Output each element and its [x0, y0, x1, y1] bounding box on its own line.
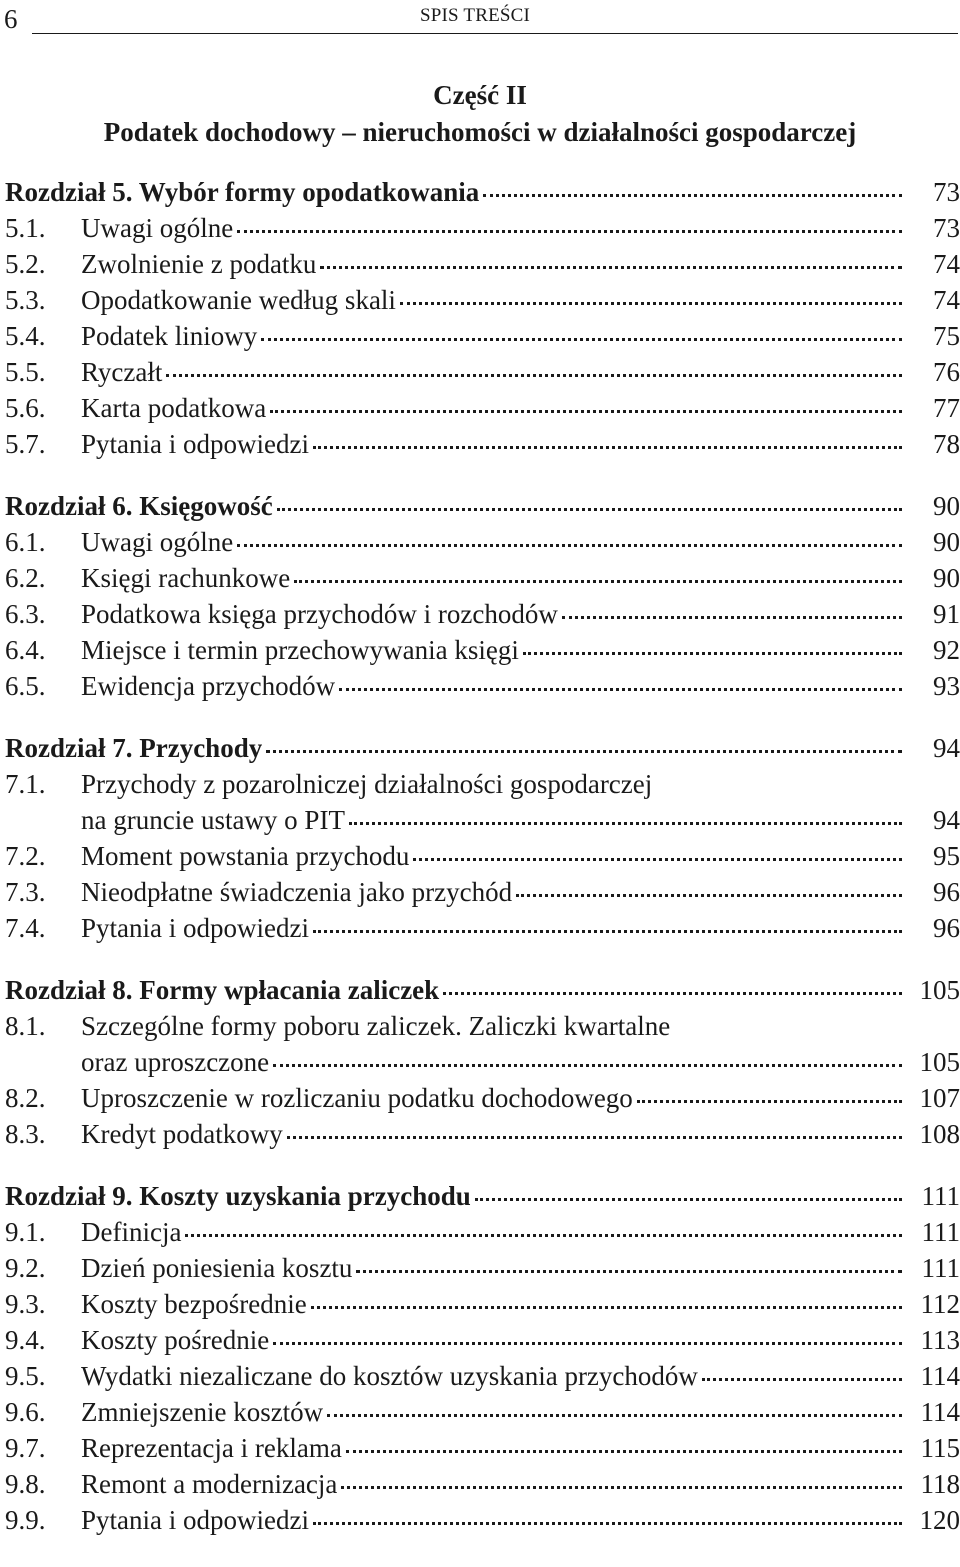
dot-leader [516, 894, 902, 897]
toc-entry[interactable] [5, 1011, 960, 1047]
dot-leader [346, 1450, 902, 1453]
section-number: 5.3. [5, 285, 46, 315]
dot-leader [356, 1270, 902, 1273]
page-ref: 94 [933, 733, 960, 763]
dot-leader [185, 1234, 902, 1237]
section-title: Zmniejszenie kosztów [81, 1397, 324, 1427]
section-number: 9.4. [5, 1325, 46, 1355]
dot-leader [273, 1064, 902, 1067]
section-title: Remont a modernizacja [81, 1469, 338, 1499]
page-number: 6 [4, 4, 18, 34]
section-number: 9.5. [5, 1361, 46, 1391]
toc-chapter-heading[interactable] [5, 491, 960, 527]
section-title: Dzień poniesienia kosztu [81, 1253, 353, 1283]
toc-entry[interactable] [5, 1253, 960, 1289]
page-ref: 96 [933, 877, 960, 907]
toc-entry[interactable] [5, 249, 960, 285]
toc-chapter-heading[interactable] [5, 975, 960, 1011]
page-ref: 76 [933, 357, 960, 387]
section-title: Księgi rachunkowe [81, 563, 291, 593]
section-number: 6.4. [5, 635, 46, 665]
section-title: Zwolnienie z podatku [81, 249, 317, 279]
chapter-title: Rozdział 6. Księgowość [5, 491, 273, 521]
section-number: 5.5. [5, 357, 46, 387]
section-number: 6.1. [5, 527, 46, 557]
page-ref: 94 [933, 805, 960, 835]
toc-entry[interactable] [5, 671, 960, 707]
dot-leader [294, 580, 902, 583]
toc-entry[interactable] [5, 393, 960, 429]
section-number: 9.2. [5, 1253, 46, 1283]
section-title: Podatek liniowy [81, 321, 258, 351]
toc-entry[interactable] [5, 527, 960, 563]
toc-entry[interactable] [5, 1083, 960, 1119]
section-number: 5.1. [5, 213, 46, 243]
section-title: Pytania i odpowiedzi [81, 1505, 309, 1535]
section-title: Wydatki niezaliczane do kosztów uzyskania przychodów [81, 1361, 698, 1391]
dot-leader [443, 992, 902, 995]
dot-leader [261, 338, 902, 341]
page-ref: 78 [933, 429, 960, 459]
dot-leader [237, 544, 902, 547]
part-label: Część II [433, 80, 527, 110]
section-number: 5.2. [5, 249, 46, 279]
dot-leader [475, 1198, 902, 1201]
toc-entry[interactable] [5, 1047, 960, 1083]
section-title: oraz uproszczone [81, 1047, 270, 1077]
section-number: 9.6. [5, 1397, 46, 1427]
toc-entry[interactable] [5, 1325, 960, 1361]
page-ref: 120 [919, 1505, 960, 1535]
toc-entry[interactable] [5, 769, 960, 805]
page-ref: 73 [933, 177, 960, 207]
page-ref: 90 [933, 527, 960, 557]
toc-entry[interactable] [5, 1119, 960, 1155]
dot-leader [311, 1306, 902, 1309]
page-ref: 95 [933, 841, 960, 871]
dot-leader [637, 1100, 902, 1103]
section-title: Przychody z pozarolniczej działalności gospodarczej [81, 769, 653, 799]
toc-entry[interactable] [5, 841, 960, 877]
page-ref: 105 [919, 1047, 960, 1077]
chapter-title: Rozdział 7. Przychody [5, 733, 263, 763]
dot-leader [266, 750, 902, 753]
chapter-title: Rozdział 8. Formy wpłacania zaliczek [5, 975, 440, 1005]
toc-chapter [5, 1181, 960, 1541]
section-number: 6.5. [5, 671, 46, 701]
section-number: 8.1. [5, 1011, 46, 1041]
chapter-title: Rozdział 5. Wybór formy opodatkowania [5, 177, 480, 207]
section-title: Moment powstania przychodu [81, 841, 410, 871]
section-title: Pytania i odpowiedzi [81, 913, 309, 943]
section-title: Opodatkowanie według skali [81, 285, 396, 315]
dot-leader [313, 1522, 902, 1525]
section-number: 6.3. [5, 599, 46, 629]
dot-leader [166, 374, 902, 377]
toc-entry[interactable] [5, 285, 960, 321]
toc-entry[interactable] [5, 599, 960, 635]
toc-chapter-heading[interactable] [5, 733, 960, 769]
section-number: 5.4. [5, 321, 46, 351]
section-number: 9.3. [5, 1289, 46, 1319]
toc-entry[interactable] [5, 877, 960, 913]
section-title: Reprezentacja i reklama [81, 1433, 342, 1463]
section-title: Podatkowa księga przychodów i rozchodów [81, 599, 558, 629]
toc-entry[interactable] [5, 563, 960, 599]
section-title: Pytania i odpowiedzi [81, 429, 309, 459]
section-title: Miejsce i termin przechowywania księgi [81, 635, 519, 665]
header-rule [32, 33, 958, 34]
toc-chapter [5, 177, 960, 465]
page-ref: 73 [933, 213, 960, 243]
dot-leader [313, 446, 902, 449]
dot-leader [237, 230, 902, 233]
section-title: na gruncie ustawy o PIT [81, 805, 345, 835]
dot-leader [523, 652, 902, 655]
table-of-contents [5, 177, 960, 1567]
section-number: 5.7. [5, 429, 46, 459]
dot-leader [349, 822, 902, 825]
dot-leader [277, 508, 902, 511]
toc-entry[interactable] [5, 1289, 960, 1325]
toc-entry[interactable] [5, 1361, 960, 1397]
dot-leader [562, 616, 902, 619]
section-title: Definicja [81, 1217, 182, 1247]
section-title: Uwagi ogólne [81, 527, 234, 557]
page-ref: 118 [920, 1469, 960, 1499]
page-ref: 112 [920, 1289, 960, 1319]
section-number: 7.2. [5, 841, 46, 871]
page-ref: 92 [933, 635, 960, 665]
dot-leader [413, 858, 902, 861]
toc-entry[interactable] [5, 635, 960, 671]
section-number: 8.3. [5, 1119, 46, 1149]
page-ref: 111 [921, 1217, 960, 1247]
page-ref: 113 [920, 1325, 960, 1355]
page-ref: 115 [920, 1433, 960, 1463]
dot-leader [320, 266, 902, 269]
section-number: 9.9. [5, 1505, 46, 1535]
page-ref: 111 [921, 1253, 960, 1283]
page-ref: 96 [933, 913, 960, 943]
dot-leader [483, 194, 902, 197]
section-title: Kredyt podatkowy [81, 1119, 283, 1149]
page-ref: 114 [920, 1397, 960, 1427]
section-title: Ewidencja przychodów [81, 671, 336, 701]
toc-entry[interactable] [5, 913, 960, 949]
page-header [0, 0, 960, 40]
dot-leader [287, 1136, 902, 1139]
section-title: Ryczałt [81, 357, 163, 387]
dot-leader [400, 302, 902, 305]
toc-entry[interactable] [5, 321, 960, 357]
section-number: 9.7. [5, 1433, 46, 1463]
page-ref: 91 [933, 599, 960, 629]
chapter-title: Rozdział 9. Koszty uzyskania przychodu [5, 1181, 471, 1211]
page-ref: 111 [921, 1181, 960, 1211]
page-ref: 108 [919, 1119, 960, 1149]
dot-leader [702, 1378, 902, 1381]
section-number: 7.1. [5, 769, 46, 799]
page-ref: 90 [933, 491, 960, 521]
section-title: Uwagi ogólne [81, 213, 234, 243]
toc-entry[interactable] [5, 1505, 960, 1541]
section-title: Koszty bezpośrednie [81, 1289, 307, 1319]
section-number: 9.8. [5, 1469, 46, 1499]
dot-leader [270, 410, 902, 413]
section-number: 9.1. [5, 1217, 46, 1247]
toc-entry[interactable] [5, 805, 960, 841]
page-ref: 77 [933, 393, 960, 423]
section-title: Nieodpłatne świadczenia jako przychód [81, 877, 513, 907]
toc-entry[interactable] [5, 213, 960, 249]
page-ref: 74 [933, 285, 960, 315]
section-title: Uproszczenie w rozliczaniu podatku dochodowego [81, 1083, 633, 1113]
toc-chapter-heading[interactable] [5, 1181, 960, 1217]
page-ref: 105 [919, 975, 960, 1005]
section-title: Koszty pośrednie [81, 1325, 270, 1355]
toc-entry[interactable] [5, 1397, 960, 1433]
dot-leader [273, 1342, 902, 1345]
toc-entry[interactable] [5, 429, 960, 465]
dot-leader [339, 688, 902, 691]
page-ref: 74 [933, 249, 960, 279]
toc-entry[interactable] [5, 1433, 960, 1469]
section-number: 7.3. [5, 877, 46, 907]
toc-chapter [5, 733, 960, 949]
dot-leader [341, 1486, 902, 1489]
toc-entry[interactable] [5, 1217, 960, 1253]
page-ref: 114 [920, 1361, 960, 1391]
page-ref: 75 [933, 321, 960, 351]
page-ref: 93 [933, 671, 960, 701]
section-number: 5.6. [5, 393, 46, 423]
section-title: Karta podatkowa [81, 393, 267, 423]
section-title: Szczególne formy poboru zaliczek. Zaliczki kwartalne [81, 1011, 671, 1041]
page-ref: 107 [919, 1083, 960, 1113]
running-title: SPIS TREŚCI [420, 5, 531, 26]
section-number: 8.2. [5, 1083, 46, 1113]
page-ref: 90 [933, 563, 960, 593]
toc-entry[interactable] [5, 357, 960, 393]
toc-chapter [5, 975, 960, 1155]
toc-chapter-heading[interactable] [5, 177, 960, 213]
section-number: 7.4. [5, 913, 46, 943]
toc-chapter [5, 491, 960, 707]
dot-leader [327, 1414, 902, 1417]
part-title: Podatek dochodowy – nieruchomości w działalności gospodarczej [103, 117, 857, 147]
dot-leader [313, 930, 902, 933]
toc-entry[interactable] [5, 1469, 960, 1505]
section-number: 6.2. [5, 563, 46, 593]
